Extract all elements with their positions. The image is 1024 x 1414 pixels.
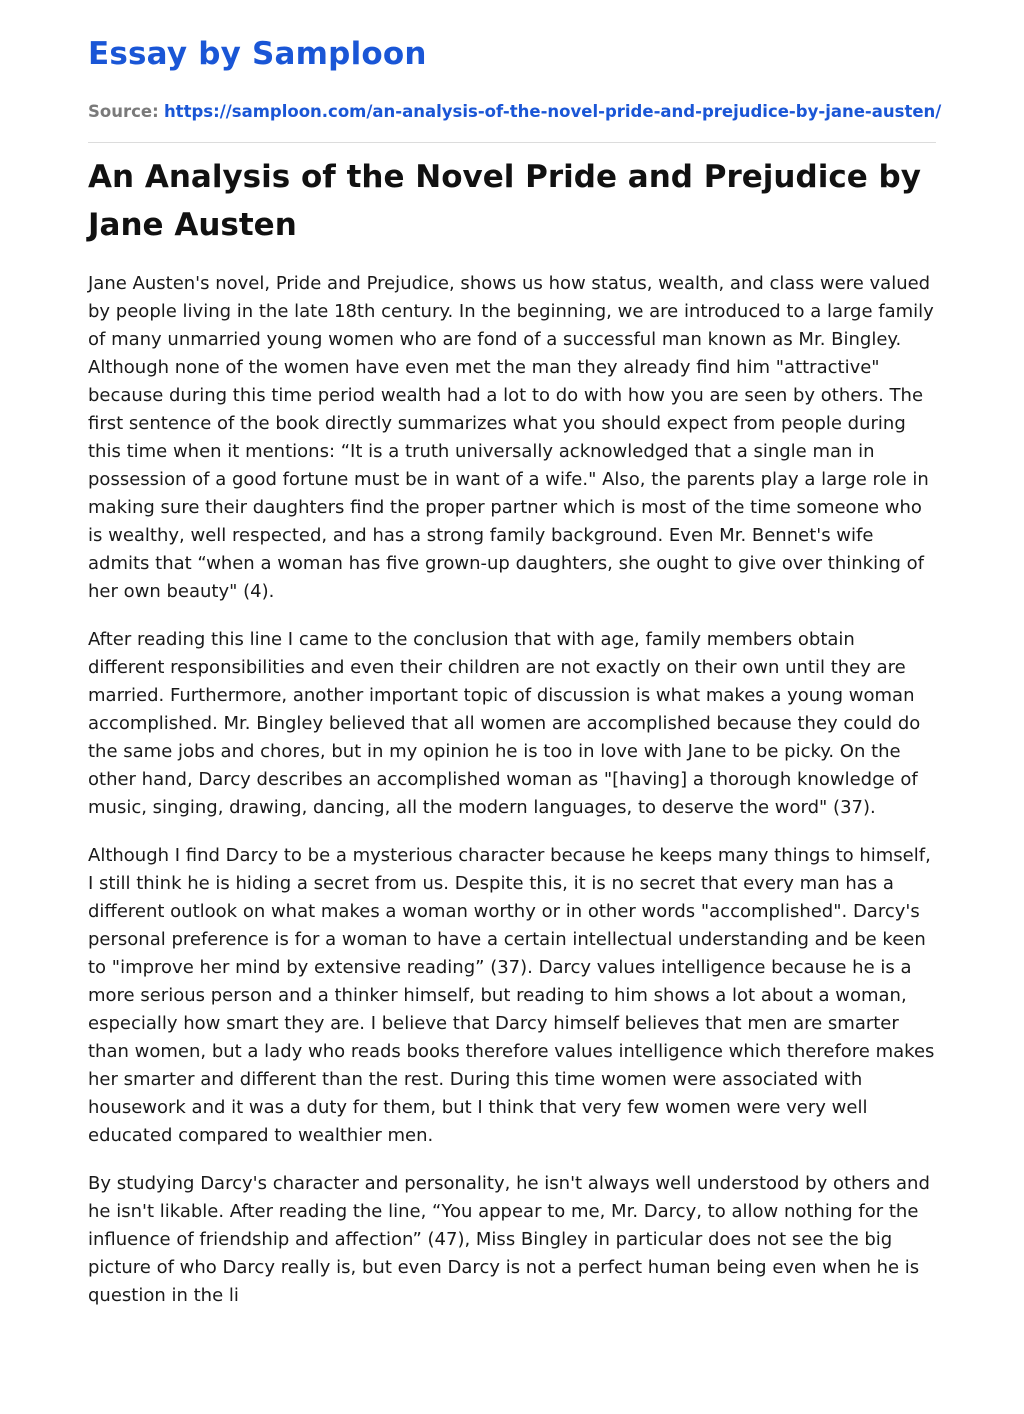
source-line xyxy=(88,102,942,121)
site-brand-title: Essay by Samploon xyxy=(88,36,427,72)
essay-paragraph: After reading this line I came to the conclusion that with age, family members obtain different responsibilities and even their children are not exactly on their own until they are married. Furthermore, another important topic of discussion is what makes a young woman accomplished. Mr. Bingley believed that all women are accomplished because they could do the same jobs and chores, but in my opinion he is too in love with Jane to be picky. On the other hand, Darcy describes an accomplished woman as "[having] a thorough knowledge of music, singing, drawing, dancing, all the modern languages, to deserve the word" (37). xyxy=(88,629,921,818)
source-label: Source: xyxy=(88,102,159,121)
essay-paragraph: Jane Austen's novel, Pride and Prejudice, shows us how status, wealth, and class were valued by people living in the late 18th century. In the beginning, we are introduced to a large family of many unmarried young women who are fond of a successful man known as Mr. Bingley. Although none of the women have even met the man they already find him "attractive" because during this time period wealth had a lot to do with how you are seen by others. The first sentence of the book directly summarizes what you should expect from people during this time when it mentions: “It is a truth universally acknowledged that a single man in possession of a good fortune must be in want of a wife." Also, the parents play a large role in making sure their daughters find the proper partner which is most of the time someone who is wealthy, well respected, and has a strong family background. Even Mr. Bennet's wife admits that “when a woman has five grown-up daughters, she ought to give over thinking of her own beauty" (4). xyxy=(88,273,934,602)
essay-title: An Analysis of the Novel Pride and Prejudice by Jane Austen xyxy=(88,159,921,243)
essay-paragraph: Although I find Darcy to be a mysterious character because he keeps many things to himself, I still think he is hiding a secret from us. Despite this, it is no secret that every man has a different outlook on what makes a woman worthy or in other words "accomplished". Darcy's personal preference is for a woman to have a certain intellectual understanding and be keen to "improve her mind by extensive reading” (37). Darcy values intelligence because he is a more serious person and a thinker himself, but reading to him shows a lot about a woman, especially how smart they are. I believe that Darcy himself believes that men are smarter than women, but a lady who reads books therefore values intelligence which therefore makes her smarter and different than the rest. During this time women were associated with housework and it was a duty for them, but I think that very few women were very well educated compared to wealthier men. xyxy=(88,845,935,1146)
essay-body xyxy=(88,270,936,1330)
essay-paragraph: By studying Darcy's character and personality, he isn't always well understood by others and he isn't likable. After reading the line, “You appear to me, Mr. Darcy, to allow nothing for the influence of friendship and affection” (47), Miss Bingley in particular does not see the big picture of who Darcy really is, but even Darcy is not a perfect human being even when he is question in the li xyxy=(88,1173,930,1306)
header-divider xyxy=(88,142,936,143)
source-link[interactable]: https://samploon.com/an-analysis-of-the-novel-pride-and-prejudice-by-jane-austen/ xyxy=(163,102,942,121)
